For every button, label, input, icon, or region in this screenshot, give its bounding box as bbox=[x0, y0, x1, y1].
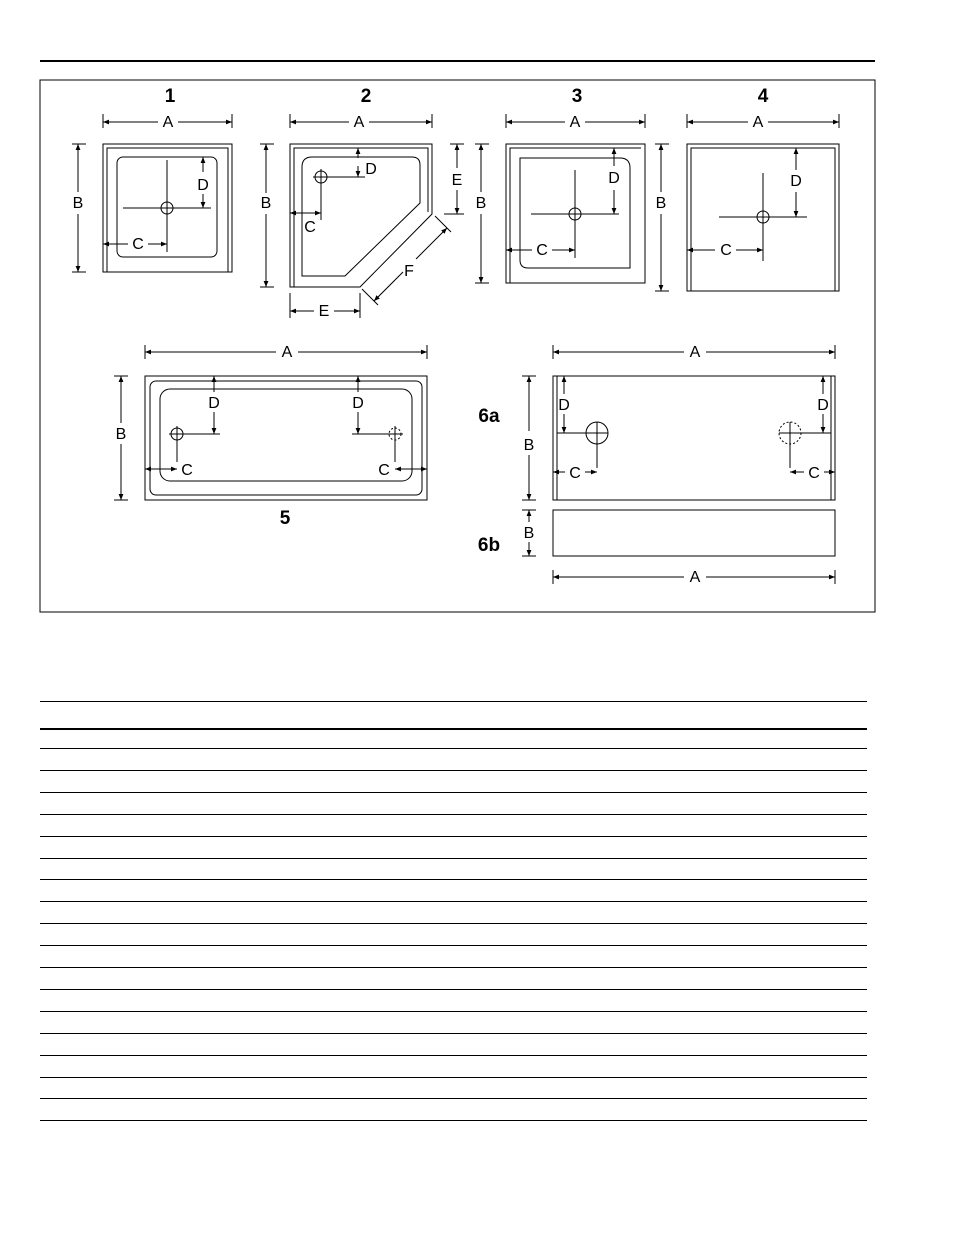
dim-label-a-3: A bbox=[569, 114, 581, 131]
table-row-rule bbox=[40, 814, 867, 815]
table-row-rule bbox=[40, 770, 867, 771]
table-row-rule bbox=[40, 945, 867, 946]
dim-label-c-6a-left: C bbox=[569, 465, 581, 482]
table-row-rule bbox=[40, 1055, 867, 1056]
diagram-5 bbox=[114, 344, 427, 529]
dim-label-b-4: B bbox=[655, 195, 667, 212]
dim-label-a-1: A bbox=[162, 114, 174, 131]
diagram-number-6b: 6b bbox=[477, 535, 501, 556]
dim-label-a-5: A bbox=[281, 344, 293, 361]
table-row-rule bbox=[40, 1011, 867, 1012]
dim-label-a-4: A bbox=[752, 114, 764, 131]
diagram-number-4: 4 bbox=[757, 86, 769, 107]
dim-label-c-5-right: C bbox=[378, 462, 390, 479]
dim-label-e-2-bottom: E bbox=[318, 303, 330, 320]
dim-label-d-5-left: D bbox=[208, 395, 220, 412]
table-row-rule bbox=[40, 792, 867, 793]
table-row-rule bbox=[40, 967, 867, 968]
diagram-number-1: 1 bbox=[164, 86, 176, 107]
table-header-rule bbox=[40, 728, 867, 730]
table-row-rule bbox=[40, 879, 867, 880]
dim-label-c-4: C bbox=[720, 242, 732, 259]
dim-label-b-6a: B bbox=[523, 437, 535, 454]
diagram-6a bbox=[478, 344, 835, 500]
dim-label-a-2: A bbox=[353, 114, 365, 131]
diagram-4 bbox=[655, 86, 839, 291]
dim-label-d-3: D bbox=[608, 170, 620, 187]
diagram-number-6a: 6a bbox=[478, 406, 500, 427]
diagram-1 bbox=[72, 86, 232, 272]
dim-label-a-6b: A bbox=[689, 569, 701, 586]
dim-label-c-6a-right: C bbox=[808, 465, 820, 482]
dim-label-d-1: D bbox=[197, 177, 209, 194]
table-row-rule bbox=[40, 1033, 867, 1034]
dim-label-d-6a-right: D bbox=[817, 397, 829, 414]
dim-label-c-1: C bbox=[132, 236, 144, 253]
table-row-rule bbox=[40, 1098, 867, 1099]
diagram-number-5: 5 bbox=[279, 508, 291, 529]
dim-label-f-2: F bbox=[404, 263, 414, 280]
diagram-2 bbox=[260, 86, 464, 320]
diagram-number-3: 3 bbox=[571, 86, 583, 107]
diagram-number-2: 2 bbox=[360, 86, 372, 107]
table-row-rule bbox=[40, 748, 867, 749]
dim-label-d-4: D bbox=[790, 173, 802, 190]
table-row-rule bbox=[40, 923, 867, 924]
dim-label-a-6a: A bbox=[689, 344, 701, 361]
dim-label-d-5-right: D bbox=[352, 395, 364, 412]
diagram-6b bbox=[478, 510, 835, 586]
table-row-rule bbox=[40, 1120, 867, 1121]
table-row-rule bbox=[40, 989, 867, 990]
dim-label-b-5: B bbox=[115, 426, 127, 443]
table-row-rule bbox=[40, 836, 867, 837]
dim-label-d-2: D bbox=[365, 161, 377, 178]
dim-label-b-6b: B bbox=[523, 525, 535, 542]
table-row-rule bbox=[40, 858, 867, 859]
table-row-rule bbox=[40, 901, 867, 902]
dim-label-b-2: B bbox=[260, 195, 272, 212]
dim-label-b-3: B bbox=[475, 195, 487, 212]
dim-label-e-2-right: E bbox=[451, 172, 463, 189]
dim-label-c-5-left: C bbox=[181, 462, 193, 479]
table-top-rule bbox=[40, 701, 867, 702]
table-row-rule bbox=[40, 1077, 867, 1078]
dim-label-b-1: B bbox=[72, 195, 84, 212]
dim-label-c-2: C bbox=[304, 219, 316, 236]
diagram-3 bbox=[475, 86, 645, 283]
dim-label-d-6a-left: D bbox=[558, 397, 570, 414]
dim-label-c-3: C bbox=[536, 242, 548, 259]
